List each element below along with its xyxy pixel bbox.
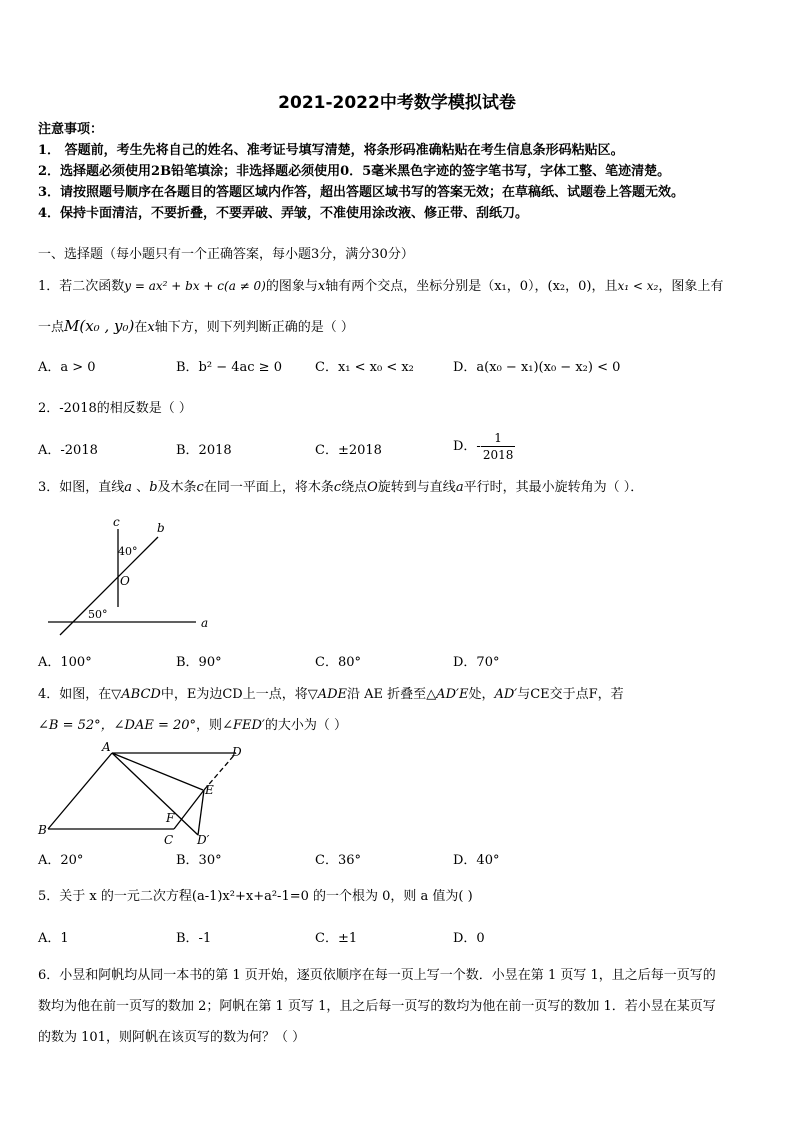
notes-heading: 注意事项： bbox=[38, 122, 104, 137]
line-b bbox=[60, 537, 158, 635]
q4-figure bbox=[36, 740, 266, 850]
question-6-line: 6．小昱和阿帆均从同一本书的第 1 页开始，逐页依顺序在每一页上写一个数．小昱在第 1 页写 1，且之后每一页写的 bbox=[38, 968, 716, 983]
label-A: A bbox=[102, 740, 111, 754]
question-2-stem: 2．-2018的相反数是（ ） bbox=[38, 401, 192, 416]
q3-figure bbox=[40, 515, 230, 640]
note-item: 4．保持卡面清洁，不要折叠，不要弄破、弄皱，不准使用涂改液、修正带、刮纸刀。 bbox=[38, 206, 529, 221]
angle-40: 40° bbox=[118, 545, 138, 558]
label-c: c bbox=[113, 515, 120, 529]
question-3-stem: 3．如图，直线a 、b及木条c在同一平面上，将木条c绕点O旋转到与直线a平行时，其最小旋转角为（ ）． bbox=[38, 480, 644, 495]
q3-option-d[interactable]: D．70° bbox=[453, 655, 500, 670]
label-a: a bbox=[201, 616, 209, 630]
note-item: 2．选择题必须使用2B铅笔填涂；非选择题必须使用0．5毫米黑色字迹的签字笔书写，字体工整、笔迹清楚。 bbox=[38, 164, 671, 179]
note-item: 3．请按照题号顺序在各题目的答题区域内作答，超出答题区域书写的答案无效；在草稿纸、试题卷上答题无效。 bbox=[38, 185, 685, 200]
question-5-stem: 5．关于 x 的一元二次方程(a-1)x²+x+a²-1=0 的一个根为 0，则 a 值为( ) bbox=[38, 889, 473, 904]
q3-option-b[interactable]: B．90° bbox=[176, 655, 222, 670]
q3-option-c[interactable]: C．80° bbox=[315, 655, 361, 670]
label-o: O bbox=[120, 574, 130, 588]
label-E: E bbox=[205, 783, 214, 797]
q2-option-b[interactable]: B．2018 bbox=[176, 443, 232, 458]
label-B: B bbox=[38, 823, 47, 837]
q4-option-a[interactable]: A．20° bbox=[38, 853, 84, 868]
q5-option-d[interactable]: D．0 bbox=[453, 931, 485, 946]
q5-option-c[interactable]: C．±1 bbox=[315, 931, 358, 946]
q2-option-a[interactable]: A．-2018 bbox=[38, 443, 98, 458]
label-D: D bbox=[232, 745, 242, 759]
section-heading: 一、选择题（每小题只有一个正确答案，每小题3分，满分30分） bbox=[38, 247, 414, 262]
label-D-prime: D′ bbox=[197, 833, 210, 847]
question-4-line-1: 4．如图，在▽ABCD中，E为边CD上一点，将▽ADE沿 AE 折叠至△AD′E处，AD′与CE交于点F，若 bbox=[38, 687, 624, 702]
question-1-line-1: 1．若二次函数y = ax² + bx + c(a ≠ 0)的图象与x轴有两个交点，坐标分别是（x₁，0），(x₂，0)，且x₁ < x₂，图象上有 bbox=[38, 279, 724, 294]
question-6-line: 的数为 101，则阿帆在该页写的数为何？（ ） bbox=[38, 1030, 306, 1045]
note-item: 1． 答题前，考生先将自己的姓名、准考证号填写清楚，将条形码准确粘贴在考生信息条形码粘贴区。 bbox=[38, 143, 624, 158]
q1-option-b[interactable]: B．b² − 4ac ≥ 0 bbox=[176, 360, 282, 375]
label-C: C bbox=[164, 833, 174, 847]
angle-50: 50° bbox=[88, 608, 108, 621]
label-b: b bbox=[157, 521, 165, 535]
question-4-line-2: ∠B = 52°，∠DAE = 20°，则∠FED′的大小为（ ） bbox=[38, 718, 347, 733]
q2-option-d[interactable]: D．- $\frac{1}{2018}$ bbox=[453, 431, 514, 462]
label-F: F bbox=[166, 811, 175, 825]
q3-option-a[interactable]: A．100° bbox=[38, 655, 92, 670]
q5-option-b[interactable]: B．-1 bbox=[176, 931, 212, 946]
q1-option-c[interactable]: C．x₁ < x₀ < x₂ bbox=[315, 360, 414, 375]
q2-option-c[interactable]: C．±2018 bbox=[315, 443, 382, 458]
q4-option-b[interactable]: B．30° bbox=[176, 853, 222, 868]
q5-option-a[interactable]: A．1 bbox=[38, 931, 69, 946]
page-title: 2021-2022中考数学模拟试卷 bbox=[278, 93, 516, 113]
q1-option-a[interactable]: A．a > 0 bbox=[38, 360, 96, 375]
question-1-line-2: 一点M(x₀ , y₀)在x轴下方，则下列判断正确的是（ ） bbox=[38, 317, 354, 335]
q1-option-d[interactable]: D．a(x₀ − x₁)(x₀ − x₂) < 0 bbox=[453, 360, 621, 375]
q4-option-d[interactable]: D．40° bbox=[453, 853, 500, 868]
q4-option-c[interactable]: C．36° bbox=[315, 853, 361, 868]
fraction: $\frac{1}{2018}$ bbox=[482, 431, 514, 462]
question-6-line: 数均为他在前一页写的数加 2；阿帆在第 1 页写 1，且之后每一页写的数均为他在前一页写的数加 1．若小昱在某页写 bbox=[38, 999, 716, 1014]
